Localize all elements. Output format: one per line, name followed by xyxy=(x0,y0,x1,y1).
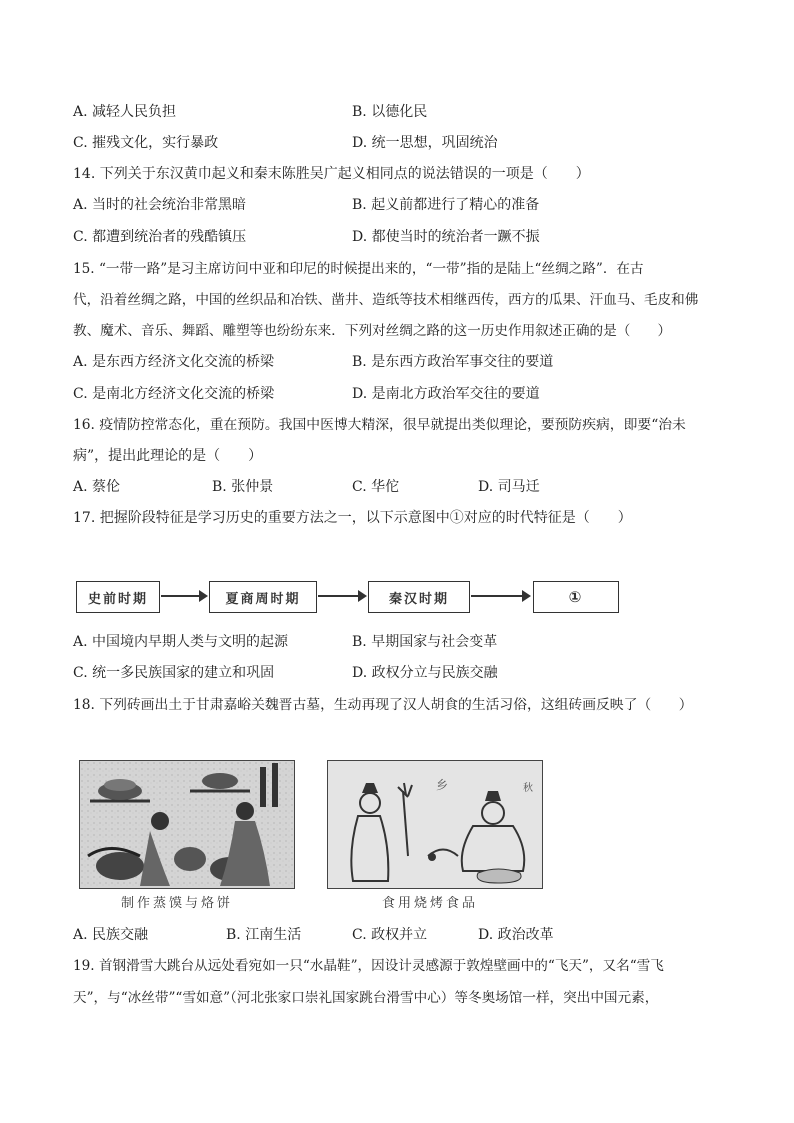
q16-option-b[interactable]: B. 张仲景 xyxy=(212,479,274,495)
q17-option-c[interactable]: C. 统一多民族国家的建立和巩固 xyxy=(73,665,275,681)
timeline-arrow xyxy=(161,595,206,597)
q19-stem-line2: 天”，与“冰丝带”“雪如意”（河北张家口崇礼国家跳台滑雪中心）等冬奥场馆一样，突出中国元素， xyxy=(73,990,659,1006)
q18-option-d[interactable]: D. 政治改革 xyxy=(478,927,554,943)
q14-option-d[interactable]: D. 都使当时的统治者一蹶不振 xyxy=(352,229,540,245)
timeline-box-xia-shang-zhou: 夏商周时期 xyxy=(209,581,317,613)
timeline-arrow xyxy=(471,595,529,597)
q17-option-d[interactable]: D. 政权分立与民族交融 xyxy=(352,665,498,681)
q15-option-a[interactable]: A. 是东西方经济文化交流的桥梁 xyxy=(73,354,275,370)
q14-option-c[interactable]: C. 都遭到统治者的残酷镇压 xyxy=(73,229,247,245)
q13-option-d[interactable]: D. 统一思想，巩固统治 xyxy=(352,135,498,151)
q15-stem-line3: 教、魔术、音乐、舞蹈、雕塑等也纷纷东来．下列对丝绸之路的这一历史作用叙述正确的是（ ） xyxy=(73,323,672,339)
q14-stem: 14. 下列关于东汉黄巾起义和秦末陈胜吴广起义相同点的说法错误的一项是（ ） xyxy=(73,166,590,182)
timeline-box-qin-han: 秦汉时期 xyxy=(368,581,470,613)
q16-option-c[interactable]: C. 华佗 xyxy=(352,479,400,495)
brick-painting-grilling xyxy=(327,760,543,889)
timeline-diagram xyxy=(73,578,633,620)
q18-option-c[interactable]: C. 政权并立 xyxy=(352,927,428,943)
q18-option-a[interactable]: A. 民族交融 xyxy=(73,927,149,943)
q17-stem: 17. 把握阶段特征是学习历史的重要方法之一，以下示意图中①对应的时代特征是（ ） xyxy=(73,510,632,526)
q17-option-b[interactable]: B. 早期国家与社会变革 xyxy=(352,634,498,650)
q18-option-b[interactable]: B. 江南生活 xyxy=(226,927,302,943)
svg-text:秋: 秋 xyxy=(523,783,533,794)
q13-option-a[interactable]: A. 减轻人民负担 xyxy=(73,104,177,120)
q14-option-a[interactable]: A. 当时的社会统治非常黑暗 xyxy=(73,197,247,213)
q18-stem: 18. 下列砖画出土于甘肃嘉峪关魏晋古墓，生动再现了汉人胡食的生活习俗，这组砖画反映了（ ） xyxy=(73,697,693,713)
q15-stem-line2: 代，沿着丝绸之路，中国的丝织品和冶铁、凿井、造纸等技术相继西传，西方的瓜果、汗血马、毛皮和佛 xyxy=(73,292,699,308)
q13-option-c[interactable]: C. 摧残文化，实行暴政 xyxy=(73,135,219,151)
q16-option-d[interactable]: D. 司马迁 xyxy=(478,479,540,495)
svg-text:乡: 乡 xyxy=(436,778,449,792)
q13-option-b[interactable]: B. 以德化民 xyxy=(352,104,428,120)
q14-option-b[interactable]: B. 起义前都进行了精心的准备 xyxy=(352,197,540,213)
brick-painting-cooking xyxy=(79,760,295,889)
q16-stem-line1: 16. 疫情防控常态化，重在预防。我国中医博大精深，很早就提出类似理论，要预防疾病，即要“治未 xyxy=(73,417,686,433)
q16-stem-line2: 病”，提出此理论的是（ ） xyxy=(73,448,263,464)
timeline-arrow xyxy=(318,595,365,597)
q19-stem-line1: 19. 首钢滑雪大跳台从远处看宛如一只“水晶鞋”，因设计灵感源于敦煌壁画中的“飞天”，又名“雪飞 xyxy=(73,958,664,974)
q16-option-a[interactable]: A. 蔡伦 xyxy=(73,479,121,495)
q15-option-b[interactable]: B. 是东西方政治军事交往的要道 xyxy=(352,354,554,370)
q15-stem-line1: 15. “一带一路”是习主席访问中亚和印尼的时候提出来的，“一带”指的是陆上“丝绸之路”．在古 xyxy=(73,261,644,277)
timeline-box-blank: ① xyxy=(533,581,619,613)
q15-option-c[interactable]: C. 是南北方经济文化交流的桥梁 xyxy=(73,386,275,402)
caption-grilling: 食用烧烤食品 xyxy=(382,896,479,911)
timeline-box-prehistoric: 史前时期 xyxy=(76,581,160,613)
q15-option-d[interactable]: D. 是南北方政治军交往的要道 xyxy=(352,386,540,402)
q17-option-a[interactable]: A. 中国境内早期人类与文明的起源 xyxy=(73,634,289,650)
caption-cooking: 制作蒸馍与烙饼 xyxy=(121,896,234,911)
